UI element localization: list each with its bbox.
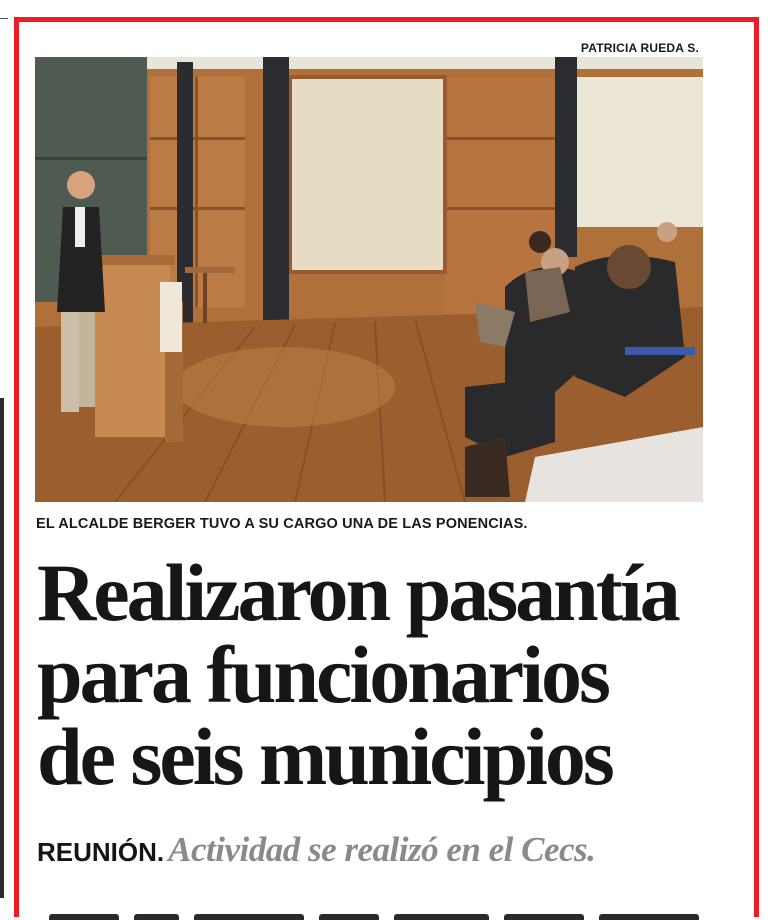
headline-line-1: Realizaron pasantía (37, 547, 678, 638)
deck (37, 830, 595, 870)
body-text-cutoff (49, 908, 709, 920)
deck-text: Actividad se realizó en el Cecs. (168, 830, 596, 869)
article-photo (35, 57, 703, 502)
headline (37, 547, 757, 802)
headline-line-2: para funcionarios (37, 629, 608, 720)
photo-credit: PATRICIA RUEDA S. (580, 41, 699, 55)
headline-line-3: de seis municipios (37, 711, 612, 802)
photo-caption: EL ALCALDE BERGER TUVO A SU CARGO UNA DE LAS PONENCIAS. (36, 516, 528, 532)
deck-kicker: REUNIÓN. (37, 837, 165, 867)
adjacent-photo-edge (0, 398, 4, 898)
lecture-hall-photo (35, 57, 703, 502)
adjacent-rule (0, 18, 8, 19)
adjacent-article-edge (0, 0, 8, 898)
article-clip-frame (14, 17, 759, 917)
